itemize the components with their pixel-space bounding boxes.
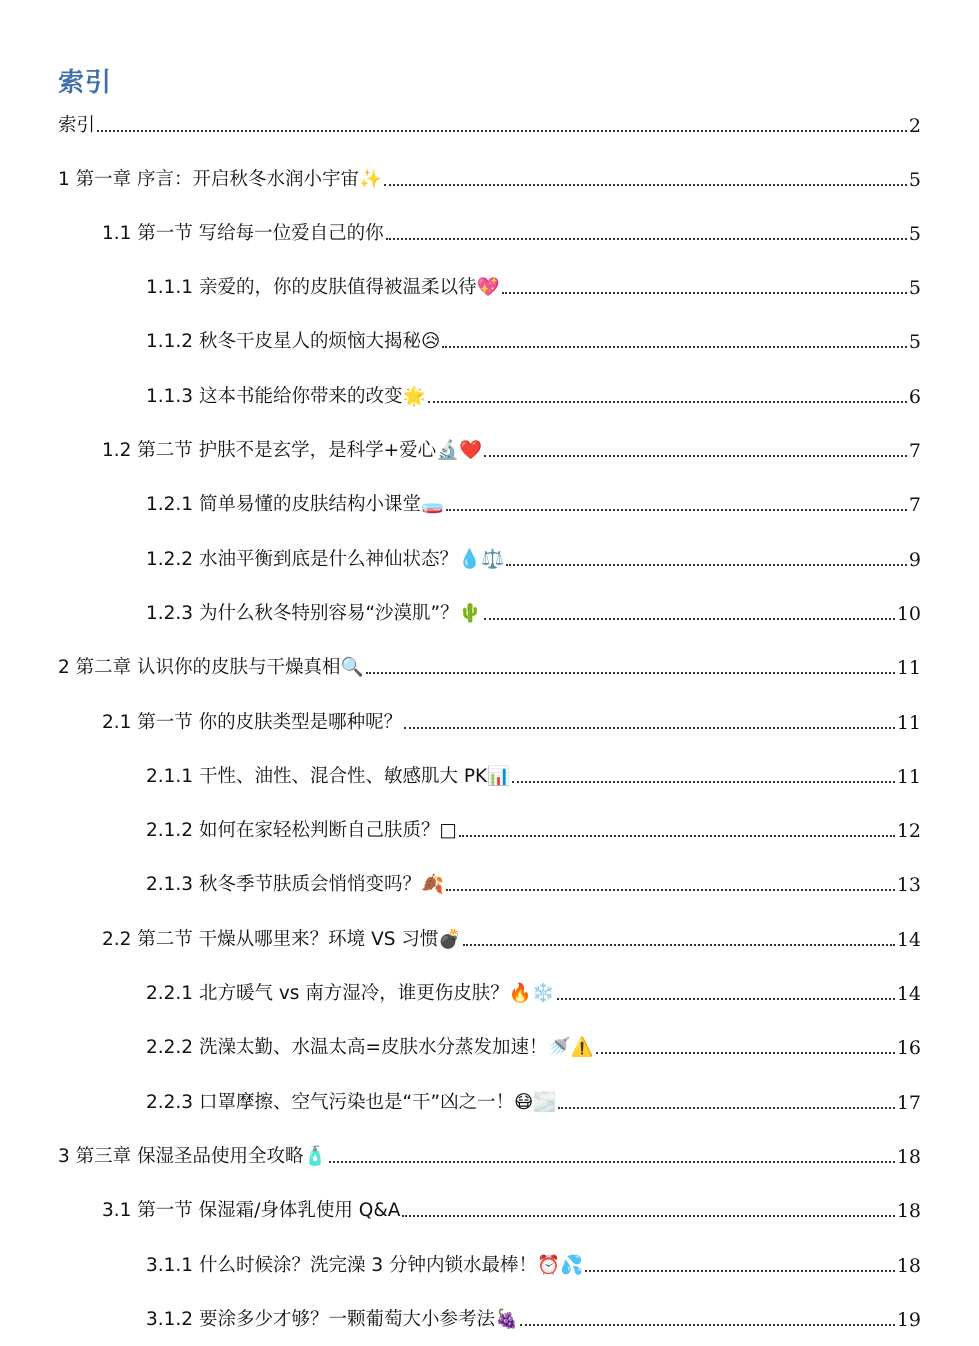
toc-entry-title[interactable]: 2.1.2 如何在家轻松判断自己肤质？□ (146, 820, 457, 842)
toc-entry-page-number: 5 (908, 168, 921, 191)
toc-entry[interactable] (146, 1248, 921, 1278)
toc-entry-page-number: 18 (896, 1145, 921, 1168)
toc-entry-page-number: 12 (896, 820, 921, 843)
toc-entry-title[interactable]: 2.1.1 干性、油性、混合性、敏感肌大 PK📊 (146, 765, 511, 787)
toc-entry[interactable] (146, 1085, 921, 1115)
toc-entry-page-number: 5 (908, 222, 921, 245)
toc-entry-title[interactable]: 1.2.1 简单易懂的皮肤结构小课堂🧫 (146, 494, 444, 516)
toc-dot-leader (520, 1324, 895, 1326)
toc-dot-leader (596, 1052, 895, 1054)
toc-dot-leader (97, 130, 907, 132)
toc-dot-leader (386, 238, 907, 240)
toc-entry-title[interactable]: 1.1.1 亲爱的，你的皮肤值得被温柔以待💖 (146, 277, 500, 299)
toc-entry[interactable] (58, 1139, 921, 1169)
toc-dot-leader (558, 1107, 894, 1109)
toc-entry[interactable] (102, 433, 921, 463)
toc-entry-title[interactable]: 索引 (58, 115, 96, 136)
toc-entry-title[interactable]: 1.2.3 为什么秋冬特别容易“沙漠肌”？🌵 (146, 602, 482, 624)
toc-entry[interactable] (102, 922, 921, 952)
toc-entry-title[interactable]: 2.2.1 北方暖气 vs 南方湿冷，谁更伤皮肤？🔥❄️ (146, 983, 555, 1004)
toc-dot-leader (446, 509, 907, 511)
toc-entry-page-number: 6 (908, 385, 921, 408)
toc-dot-leader (402, 1215, 894, 1217)
toc-entry[interactable] (146, 324, 921, 354)
toc-dot-leader (484, 455, 907, 457)
toc-entry-page-number: 11 (896, 711, 921, 734)
toc-entry[interactable] (146, 596, 921, 626)
toc-dot-leader (557, 998, 895, 1000)
toc-entry-title[interactable]: 1.1.3 这本书能给你带来的改变🌟 (146, 385, 426, 407)
toc-entry[interactable] (146, 867, 921, 897)
toc-entry-title[interactable]: 2.1.3 秋冬季节肤质会悄悄变吗？🍂 (146, 874, 444, 896)
toc-entry-page-number: 11 (896, 657, 921, 680)
toc-entry-page-number: 10 (896, 602, 921, 625)
toc-entry-page-number: 11 (896, 765, 921, 788)
toc-entry[interactable] (58, 650, 921, 680)
toc-dot-leader (502, 292, 907, 294)
toc-entry-page-number: 7 (908, 494, 921, 517)
toc-entry[interactable] (146, 542, 921, 572)
toc-entry-title[interactable]: 3 第三章 保湿圣品使用全攻略🧴 (58, 1145, 327, 1167)
toc-entry-title[interactable]: 1.2.2 水油平衡到底是什么神仙状态？💧⚖️ (146, 548, 505, 570)
toc-entry[interactable] (146, 487, 921, 517)
toc-entry[interactable] (102, 1193, 921, 1223)
toc-entry[interactable] (102, 705, 921, 735)
toc-dot-leader (428, 401, 907, 403)
toc-entry-page-number: 17 (896, 1091, 921, 1114)
toc-entry[interactable] (146, 813, 921, 843)
toc-dot-leader (506, 564, 907, 566)
toc-entry-page-number: 19 (896, 1308, 921, 1331)
toc-entry-title[interactable]: 2.2 第二节 干燥从哪里来？环境 VS 习惯💣 (102, 928, 462, 950)
toc-entry-page-number: 18 (896, 1254, 921, 1277)
toc-heading: 索引 (58, 68, 113, 98)
toc-dot-leader (512, 781, 895, 783)
toc-dot-leader (404, 727, 895, 729)
toc-entry-page-number: 14 (896, 928, 921, 951)
toc-dot-leader (329, 1161, 895, 1163)
toc-dot-leader (442, 346, 907, 348)
toc-entry-title[interactable]: 2 第二章 认识你的皮肤与干燥真相🔍 (58, 657, 364, 679)
toc-entry[interactable] (58, 162, 921, 192)
toc-entry-title[interactable]: 3.1.1 什么时候涂？洗完澡 3 分钟内锁水最棒！⏰💦 (146, 1254, 584, 1276)
toc-dot-leader (585, 1270, 895, 1272)
toc-entry-page-number: 13 (896, 874, 921, 897)
toc-entry[interactable] (102, 216, 921, 246)
toc-entry-title[interactable]: 2.1 第一节 你的皮肤类型是哪种呢？ (102, 711, 403, 733)
toc-entry-page-number: 16 (896, 1037, 921, 1060)
toc-entry-page-number: 2 (908, 115, 921, 137)
toc-entry-title[interactable]: 2.2.3 口罩摩擦、空气污染也是“干”凶之一！😷🌫️ (146, 1091, 557, 1113)
toc-entry[interactable] (146, 1302, 921, 1332)
toc-dot-leader (446, 889, 895, 891)
toc-entry[interactable] (58, 108, 921, 138)
toc-dot-leader (484, 618, 895, 620)
toc-entry-page-number: 7 (908, 440, 921, 462)
toc-dot-leader (463, 944, 894, 946)
toc-entry[interactable] (146, 976, 921, 1006)
toc-entry-title[interactable]: 3.1 第一节 保湿霜/身体乳使用 Q&A (102, 1200, 401, 1222)
toc-dot-leader (384, 184, 907, 186)
toc-entry-title[interactable]: 1.1.2 秋冬干皮星人的烦恼大揭秘😥 (146, 331, 441, 353)
toc-entry[interactable] (146, 759, 921, 789)
toc-entry-page-number: 9 (908, 548, 921, 571)
toc-entry[interactable] (146, 379, 921, 409)
toc-entry-page-number: 18 (896, 1200, 921, 1223)
toc-entry-title[interactable]: 2.2.2 洗澡太勤、水温太高=皮肤水分蒸发加速！🚿⚠️ (146, 1037, 594, 1059)
toc-entry-page-number: 5 (908, 277, 921, 300)
toc-entry-page-number: 14 (896, 983, 921, 1005)
toc-dot-leader (459, 835, 895, 837)
toc-entry-title[interactable]: 1.1 第一节 写给每一位爱自己的你 (102, 222, 384, 244)
toc-entry-title[interactable]: 1.2 第二节 护肤不是玄学，是科学+爱心🔬❤️ (102, 440, 483, 461)
toc-entry-title[interactable]: 1 第一章 序言：开启秋冬水润小宇宙✨ (58, 168, 383, 190)
toc-entry-title[interactable]: 3.1.2 要涂多少才够？一颗葡萄大小参考法🍇 (146, 1308, 518, 1330)
toc-entry[interactable] (146, 270, 921, 300)
toc-entry-page-number: 5 (908, 331, 921, 354)
toc-entry[interactable] (146, 1030, 921, 1060)
toc-dot-leader (366, 672, 895, 674)
